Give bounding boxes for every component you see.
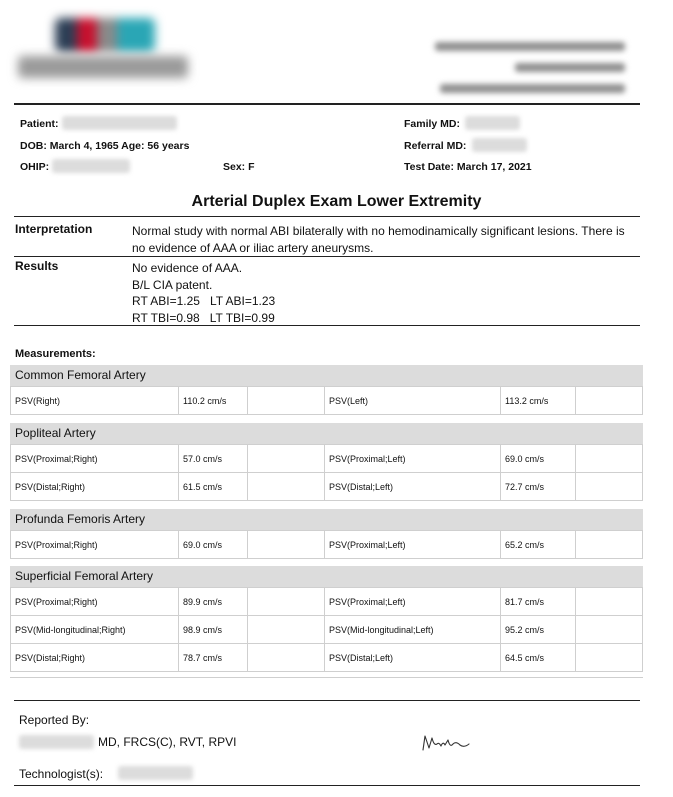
patient-label: Patient: (20, 118, 59, 130)
reported-by-label: Reported By: (19, 713, 90, 727)
cell-value: 69.0 cm/s (179, 531, 248, 559)
technologists-label: Technologist(s): (19, 767, 104, 781)
results-rule (14, 325, 640, 326)
clinic-logo-mark (55, 18, 155, 52)
group-common-femoral: Common Femoral Artery (10, 365, 643, 386)
ohip-label: OHIP: (20, 161, 50, 173)
cell-label: PSV(Mid-longitudinal;Left) (325, 616, 501, 644)
cell-value: 65.2 cm/s (501, 531, 576, 559)
cell-value: 95.2 cm/s (501, 616, 576, 644)
interpretation-line-1: Normal study with normal ABI bilaterally with no hemodinamically significant lesions. There is (132, 224, 625, 238)
table-row (11, 445, 643, 473)
technologist-name-redacted (118, 766, 193, 780)
dob-age: DOB: March 4, 1965 Age: 56 years (20, 140, 190, 152)
table-row (11, 387, 643, 415)
group-popliteal: Popliteal Artery (10, 423, 643, 444)
table-row (11, 588, 643, 616)
cell-label: PSV(Distal;Right) (11, 473, 179, 501)
results-line-4: RT TBI=0.98 LT TBI=0.99 (132, 310, 275, 325)
cell-empty (248, 588, 325, 616)
results-line-3: RT ABI=1.25 LT ABI=1.23 (132, 294, 276, 308)
cell-label: PSV(Right) (11, 387, 179, 415)
cell-value: 113.2 cm/s (501, 387, 576, 415)
referral-md-label: Referral MD: (404, 140, 467, 152)
interpretation-label: Interpretation (15, 222, 93, 236)
header-rule (14, 103, 640, 105)
cell-empty (248, 644, 325, 672)
clinic-logo-text (18, 56, 188, 78)
cell-value: 64.5 cm/s (501, 644, 576, 672)
cell-value: 72.7 cm/s (501, 473, 576, 501)
clinic-address-line-2 (515, 63, 625, 72)
family-md-label: Family MD: (404, 118, 461, 130)
table-row (11, 531, 643, 559)
test-date: Test Date: March 17, 2021 (404, 161, 532, 173)
cell-value: 69.0 cm/s (501, 445, 576, 473)
cell-empty (576, 616, 643, 644)
cell-empty (576, 473, 643, 501)
cell-label: PSV(Proximal;Left) (325, 588, 501, 616)
measurements-label: Measurements: (15, 348, 96, 360)
cell-value: 110.2 cm/s (179, 387, 248, 415)
cell-empty (576, 644, 643, 672)
interpretation-text (132, 223, 625, 256)
interpretation-rule (14, 256, 640, 257)
ohip-redacted (52, 159, 130, 173)
physician-name-redacted (19, 735, 94, 749)
patient-name-redacted (62, 116, 177, 130)
page-bottom-rule (14, 785, 640, 786)
cell-empty (576, 445, 643, 473)
footer-rule (14, 700, 640, 701)
cell-empty (576, 588, 643, 616)
results-label: Results (15, 259, 59, 273)
group-superficial-femoral: Superficial Femoral Artery (10, 566, 643, 587)
table-profunda-femoris (10, 530, 643, 559)
report-title: Arterial Duplex Exam Lower Extremity (191, 193, 482, 210)
family-md-redacted (465, 116, 520, 130)
physician-credentials: MD, FRCS(C), RVT, RPVI (98, 735, 237, 749)
results-line-1: No evidence of AAA. (132, 261, 243, 275)
cell-empty (576, 387, 643, 415)
cell-empty (248, 445, 325, 473)
cell-label: PSV(Left) (325, 387, 501, 415)
results-text (132, 260, 275, 326)
cell-label: PSV(Distal;Left) (325, 473, 501, 501)
cell-value: 61.5 cm/s (179, 473, 248, 501)
results-line-2: B/L CIA patent. (132, 277, 213, 292)
group-profunda-femoris: Profunda Femoris Artery (10, 509, 643, 530)
cell-label: PSV(Distal;Left) (325, 644, 501, 672)
title-rule (14, 216, 640, 217)
cell-label: PSV(Proximal;Left) (325, 445, 501, 473)
table-row (11, 473, 643, 501)
table-row (11, 616, 643, 644)
clinic-address-line-1 (435, 42, 625, 51)
table-popliteal (10, 444, 643, 501)
cell-label: PSV(Proximal;Right) (11, 531, 179, 559)
table-superficial-femoral (10, 587, 643, 672)
cell-value: 57.0 cm/s (179, 445, 248, 473)
table-row (11, 644, 643, 672)
cell-empty (576, 531, 643, 559)
cell-value: 89.9 cm/s (179, 588, 248, 616)
referral-md-redacted (472, 138, 527, 152)
cell-empty (248, 473, 325, 501)
cell-value: 78.7 cm/s (179, 644, 248, 672)
clinic-phone-line (440, 84, 625, 93)
sex: Sex: F (223, 161, 255, 173)
table-end-rule (10, 677, 643, 678)
interpretation-line-2: no evidence of AAA or iliac artery aneurysms. (132, 240, 374, 255)
cell-label: PSV(Distal;Right) (11, 644, 179, 672)
cell-value: 81.7 cm/s (501, 588, 576, 616)
cell-value: 98.9 cm/s (179, 616, 248, 644)
table-common-femoral (10, 386, 643, 415)
cell-empty (248, 387, 325, 415)
cell-label: PSV(Proximal;Right) (11, 445, 179, 473)
cell-empty (248, 616, 325, 644)
cell-empty (248, 531, 325, 559)
cell-label: PSV(Proximal;Left) (325, 531, 501, 559)
signature-icon (420, 732, 472, 754)
cell-label: PSV(Mid-longitudinal;Right) (11, 616, 179, 644)
cell-label: PSV(Proximal;Right) (11, 588, 179, 616)
